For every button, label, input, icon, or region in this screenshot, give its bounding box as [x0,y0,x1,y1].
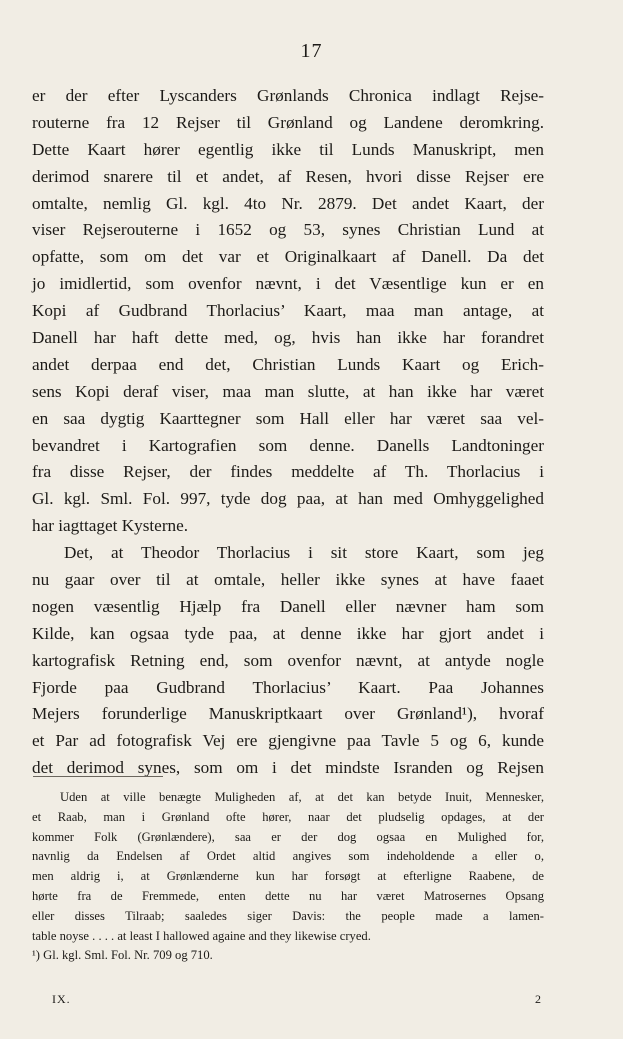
footnote-line: Uden at ville benægte Muligheden af, at det kan betyde Inuit, Mennesker, [60,790,544,804]
text-line: Det, at Theodor Thorlacius i sit store Kaart, som jeg [64,543,544,563]
text-line: nu gaar over til at omtale, heller ikke synes at have faaet [32,570,544,590]
text-line: har iagttaget Kysterne. [32,516,189,536]
footnote-line: ¹) Gl. kgl. Sml. Fol. Nr. 709 og 710. [32,948,213,963]
text-line: et Par ad fotografisk Vej ere gjengivne paa Tavle 5 og 6, kunde [32,731,544,751]
text-line: fra disse Rejser, der findes meddelte af Th. Thorlacius i [32,462,544,482]
text-line: andet derpaa end det, Christian Lunds Kaart og Erich- [32,354,544,374]
text-line: Kopi af Gudbrand Thorlacius’ Kaart, maa man antage, at [32,301,544,321]
footnote-line: et Raab, man i Grønland ofte hører, naar det pludselig opdages, at der [32,809,544,824]
text-line: Dette Kaart hører egentlig ikke til Lunds Manuskript, men [32,139,544,159]
footnote-line: hørte fra de Fremmede, enten dette nu har været Matrosernes Opsang [32,888,544,903]
text-line: sens Kopi deraf viser, maa man slutte, at han ikke har været [32,381,544,401]
footnote-line: kommer Folk (Grønlændere), saa er der dog ogsaa en Mulighed for, [32,829,544,844]
footnotes [32,788,544,966]
footnote-line: men aldrig i, at Grønlænderne kun har forsøgt at efterligne Raabene, de [32,869,544,884]
footnote-line: navnlig da Endelsen af Ordet altid angives som indeholdende a eller o, [32,849,544,864]
page-number: 17 [300,40,323,62]
sheet-number: 2 [535,992,541,1006]
text-line: Kilde, kan ogsaa tyde paa, at denne ikke har gjort andet i [32,623,544,643]
text-line: kartografisk Retning end, som ovenfor nævnt, at antyde nogle [32,650,544,670]
text-line: omtalte, nemlig Gl. kgl. 4to Nr. 2879. Det andet Kaart, der [32,193,544,213]
body-text [32,83,544,782]
signature-mark: IX. [52,992,71,1006]
footnote-line: table noyse . . . . at least I hallowed againe and they likewise cryed. [32,928,371,943]
text-line: nogen væsentlig Hjælp fra Danell eller nævner ham som [32,596,544,616]
footnote-line: eller disses Tilraab; saaledes siger Davis: the people made a lamen- [32,908,544,923]
text-line: Mejers forunderlige Manuskriptkaart over Grønland¹), hvoraf [32,704,544,724]
text-line: bevandret i Kartografien som denne. Danells Landtoninger [32,435,544,455]
text-line: routerne fra 12 Rejser til Grønland og Landene deromkring. [32,112,544,132]
text-line: Fjorde paa Gudbrand Thorlacius’ Kaart. Paa Johannes [32,677,544,697]
text-line: er der efter Lyscanders Grønlands Chronica indlagt Rejse- [32,86,544,105]
text-line: opfatte, som om det var et Originalkaart af Danell. Da det [32,247,544,267]
text-line: viser Rejserouterne i 1652 og 53, synes Christian Lund at [32,220,544,240]
text-line: Gl. kgl. Sml. Fol. 997, tyde dog paa, at han med Omhyggelighed [32,489,544,509]
text-line: derimod snarere til et andet, af Resen, hvori disse Rejser ere [32,166,544,186]
text-line: Danell har haft dette med, og, hvis han ikke har forandret [32,328,544,348]
footnote-rule [33,776,163,777]
text-line: det derimod synes, som om i det mindste Isranden og Rejsen [32,758,544,778]
text-line: en saa dygtig Kaarttegner som Hall eller har været saa vel- [32,408,544,428]
text-line: jo imidlertid, som ovenfor nævnt, i det Væsentlige kun er en [32,274,544,294]
